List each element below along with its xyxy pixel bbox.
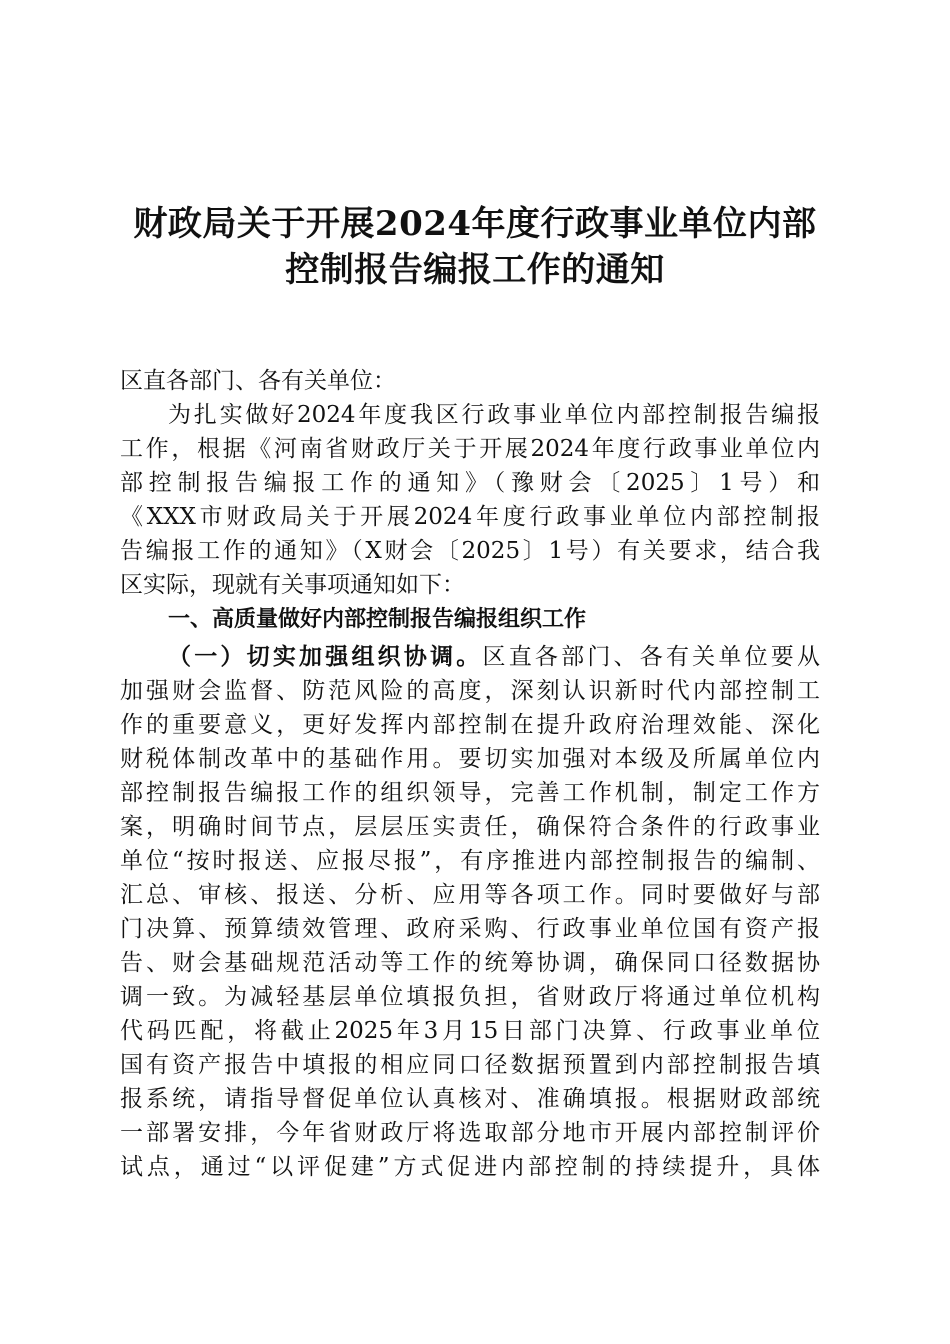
document-title-line-1: 财政局关于开展2024年度行政事业单位内部 [133, 204, 817, 244]
intro-line: 告编报工作的通知》（X财会〔2025〕1号）有关要求，结合我 [120, 538, 820, 564]
salutation: 区直各部门、各有关单位： [120, 368, 396, 394]
intro-line: 部控制报告编报工作的通知》（豫财会〔2025〕1号）和 [120, 470, 820, 496]
paragraph-line: 作的重要意义，更好发挥内部控制在提升政府治理效能、深化 [120, 712, 820, 738]
paragraph-line: 调一致。为减轻基层单位填报负担，省财政厅将通过单位机构 [120, 984, 820, 1010]
paragraph-line: 告、财会基础规范活动等工作的统筹协调，确保同口径数据协 [120, 950, 820, 976]
intro-line: 《XXX市财政局关于开展2024年度行政事业单位内部控制报 [120, 504, 820, 530]
paragraph-line: 试点，通过“以评促建”方式促进内部控制的持续提升，具体 [120, 1154, 820, 1180]
paragraph-line: 财税体制改革中的基础作用。要切实加强对本级及所属单位内 [120, 746, 820, 772]
paragraph-line: 加强财会监督、防范风险的高度，深刻认识新时代内部控制工 [120, 678, 820, 704]
paragraph-line: 代码匹配，将截止2025年3月15日部门决算、行政事业单位 [120, 1018, 820, 1044]
paragraph-first-line [168, 640, 820, 674]
document-title-line-2: 控制报告编报工作的通知 [285, 250, 665, 290]
intro-line: 工作，根据《河南省财政厅关于开展2024年度行政事业单位内 [120, 436, 820, 462]
intro-line: 为扎实做好2024年度我区行政事业单位内部控制报告编报 [168, 402, 820, 428]
paragraph-line: 报系统，请指导督促单位认真核对、准确填报。根据财政部统 [120, 1086, 820, 1112]
paragraph-line: 一部署安排，今年省财政厅将选取部分地市开展内部控制评价 [120, 1120, 820, 1146]
paragraph-line: 门决算、预算绩效管理、政府采购、行政事业单位国有资产报 [120, 916, 820, 942]
subsection-title: （一）切实加强组织协调。 [168, 644, 483, 670]
paragraph-line: 单位“按时报送、应报尽报”，有序推进内部控制报告的编制、 [120, 848, 820, 874]
paragraph-line: 国有资产报告中填报的相应同口径数据预置到内部控制报告填 [120, 1052, 820, 1078]
section-heading: 一、高质量做好内部控制报告编报组织工作 [168, 607, 587, 632]
paragraph-line: 部控制报告编报工作的组织领导，完善工作机制，制定工作方 [120, 780, 820, 806]
paragraph-line: 案，明确时间节点，层层压实责任，确保符合条件的行政事业 [120, 814, 820, 840]
paragraph-text: 区直各部门、各有关单位要从 [482, 644, 821, 670]
paragraph-line: 汇总、审核、报送、分析、应用等各项工作。同时要做好与部 [120, 882, 820, 908]
intro-line: 区实际，现就有关事项通知如下： [120, 572, 465, 598]
